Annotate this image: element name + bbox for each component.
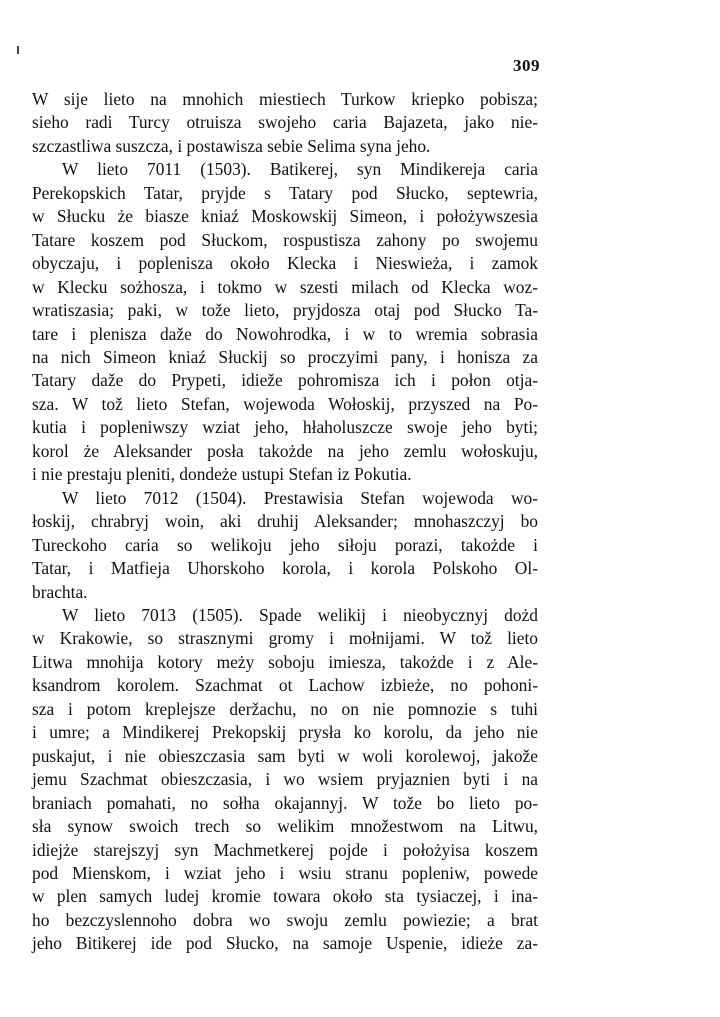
text-line: w plen samych ludej kromie towara około sta tysiaczej, i ina-	[32, 886, 538, 907]
text-line: ho bezczyslennoho dobra wo swoju zemlu powiezie; a brat	[32, 909, 538, 930]
text-line: łoskij, chrabryj woin, aki druhij Aleksander; mnohaszczyj bo	[32, 511, 538, 532]
text-line: brachta.	[32, 581, 88, 602]
margin-mark	[17, 46, 19, 54]
text-line: i umre; a Mindikerej Prekopskij prysła ko korolu, da jeho nie	[32, 722, 538, 743]
text-line: w Słucku że biasze kniaź Moskowskij Simeon, i położywszesia	[32, 206, 538, 227]
text-line: braniach pomahati, no sołha okajannyj. W tože bo lieto po-	[32, 792, 538, 813]
text-line: wratiszasia; paki, w tože lieto, pryjdosza otaj pod Słucko Ta-	[32, 300, 538, 321]
text-line: obyczaju, i poplenisza około Klecka i Nieswieża, i zamok	[32, 253, 538, 274]
text-line: Litwa mnohija kotory meży soboju imiesza, takożde i z Ale-	[32, 651, 538, 672]
text-line: Tatare koszem pod Słuckom, rospustisza zahony po swojemu	[32, 229, 538, 250]
text-line: W sije lieto na mnohich miestiech Turkow kriepko pobisza;	[32, 89, 538, 109]
text-line: Perekopskich Tatar, pryjde s Tatary pod Słucko, septewria,	[32, 182, 538, 203]
text-line: kutia i popleniwszy wziat jeho, hłaholuszcze swoje jeho byti;	[32, 417, 538, 438]
text-line: Tatar, i Matfieja Uhorskoho korola, i korola Polskoho Ol-	[32, 558, 538, 579]
text-line: W lieto 7012 (1504). Prestawisia Stefan wojewoda wo-	[62, 487, 538, 508]
text-line: sza. W tož lieto Stefan, wojewoda Wołoskij, przyszed na Po-	[32, 393, 538, 414]
text-line: idiejże starejszyj syn Machmetkerej pojde i położyisa koszem	[32, 839, 538, 860]
text-line: ksandrom korolem. Szachmat ot Lachow izbieże, no pohoni-	[32, 675, 538, 696]
text-line: na nich Simeon kniaź Słuckij so proczyimi pany, i honisza za	[32, 346, 538, 367]
text-line: szczastliwa suszcza, i postawisza sebie Selima syna jeho.	[32, 135, 431, 156]
text-line: pod Mienskom, i wziat jeho i wsiu stranu popleniw, powede	[32, 862, 538, 883]
text-line: i nie prestaju pleniti, dondeże ustupi Stefan iz Pokutia.	[32, 464, 412, 485]
text-line: jemu Szachmat obieszczasia, i wo wsiem pryjaznien byti i na	[32, 769, 538, 790]
text-line: jeho Bitikerej ide pod Słucko, na samoje Uspenie, idieże za-	[32, 933, 538, 954]
text-line: sza i potom kreplejsze deržachu, no on nie pomnozie s tuhi	[32, 698, 538, 719]
text-line: W lieto 7011 (1503). Batikerej, syn Mindikereja caria	[62, 159, 538, 180]
body-text	[32, 88, 538, 956]
text-line: w Krakowie, so strasznymi gromy i mołnijami. W tož lieto	[32, 628, 538, 649]
text-line: sła synow swoich trech so welikim množestwom na Litwu,	[32, 816, 538, 837]
text-line: tare i plenisza daže do Nowohrodka, i w to wremia sobrasia	[32, 323, 538, 344]
text-line: Tureckoho caria so welikoju jeho siłoju porazi, takożde i	[32, 534, 538, 555]
page-number: 309	[513, 56, 540, 75]
text-line: w Klecku sożhosza, i tokmo w szesti milach od Klecka woz-	[32, 276, 538, 297]
text-line: puskajut, i nie obieszczasia sam byti w woli korolewoj, jakože	[32, 745, 538, 766]
text-line: W lieto 7013 (1505). Spade welikij i nieobycznyj dożd	[62, 604, 538, 625]
text-line: sieho radi Turcy otruisza swojeho caria Bajazeta, jako nie-	[32, 112, 538, 133]
text-line: korol że Aleksander posła takożde na jeho zemlu wołoskuju,	[32, 440, 538, 461]
text-line: Tatary daže do Prypeti, idieže pohromisza ich i połon otja-	[32, 370, 538, 391]
